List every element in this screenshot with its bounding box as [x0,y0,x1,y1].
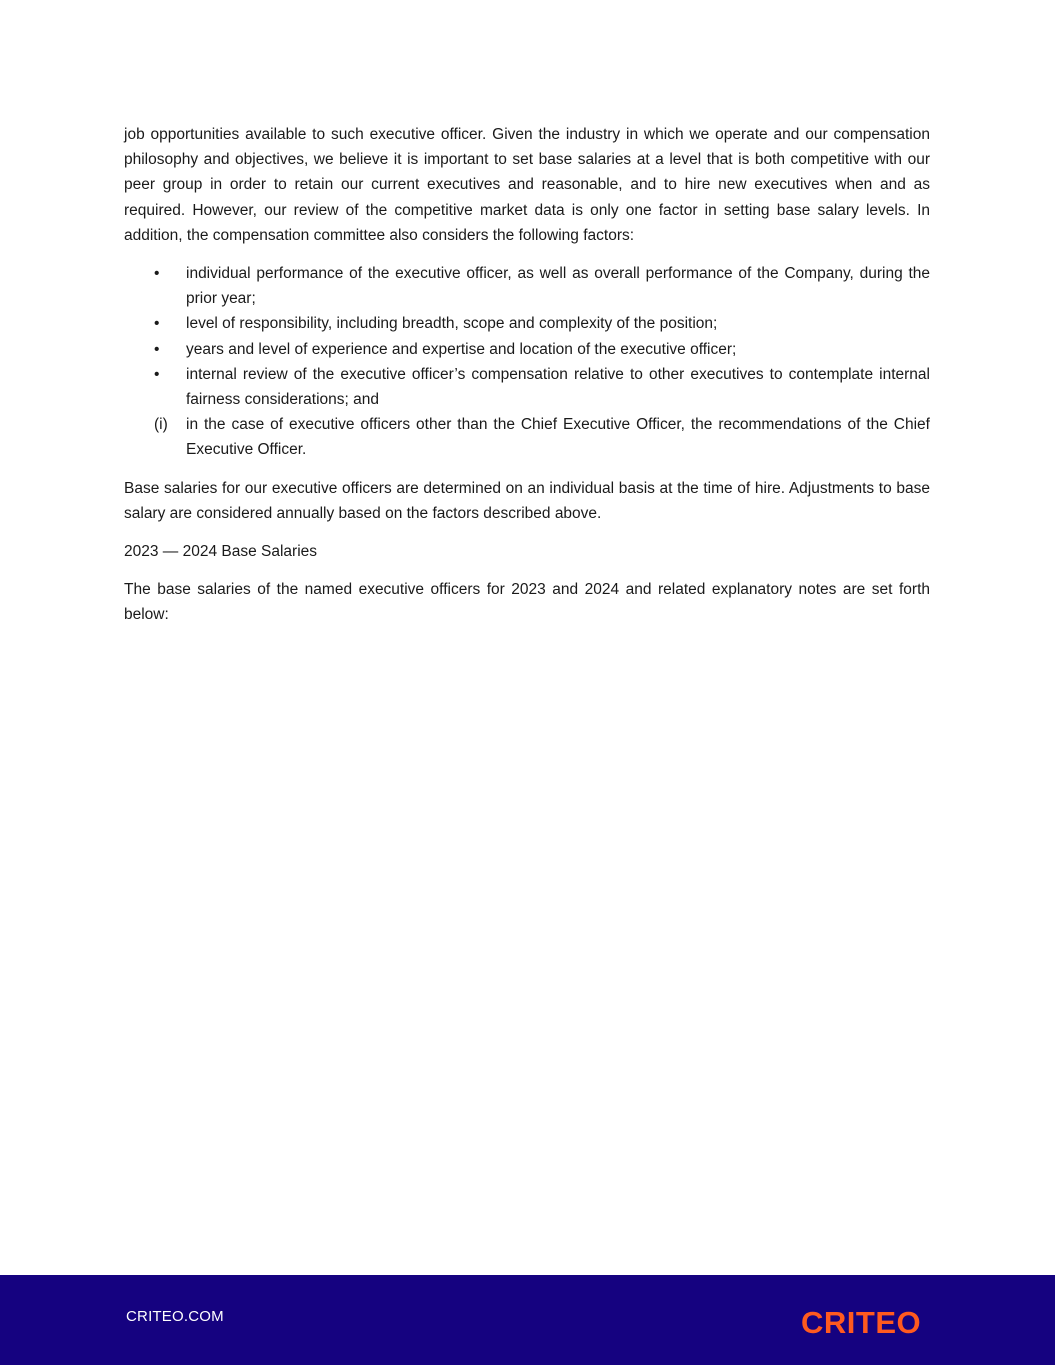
list-item [124,362,930,412]
document-body [124,122,930,628]
intro-paragraph: job opportunities available to such executive officer. Given the industry in which we operate and our compensation philosophy and objectives, we believe it is important to set base salaries at a level that is both competitive with our peer group in order to retain our current executives and reasonable, and to hire new executives when and as required. However, our review of the competitive market data is only one factor in setting base salary levels. In addition, the compensation committee also considers the following factors: [124,126,930,244]
list-item [124,311,930,336]
list-item-text: years and level of experience and expertise and location of the executive officer; [186,340,737,358]
list-item-text: level of responsibility, including breadth, scope and complexity of the position; [186,315,718,333]
closing-paragraph: The base salaries of the named executive officers for 2023 and 2024 and related explanatory notes are set forth below: [124,581,930,624]
bullet-marker: • [154,315,160,333]
roman-marker: (i) [154,416,168,434]
list-item-text: internal review of the executive officer’s compensation relative to other executives to contemplate internal fairness considerations; and [186,365,930,409]
list-item-text: individual performance of the executive officer, as well as overall performance of the Company, during the prior year; [186,265,930,308]
criteo-logo: CRITEO [801,1305,922,1340]
section-heading: 2023 — 2024 Base Salaries [124,543,318,561]
bullet-marker: • [154,340,160,358]
footer-website-link[interactable]: CRITEO.COM [126,1308,224,1325]
list-item-text: in the case of executive officers other than the Chief Executive Officer, the recommendations of the Chief Executive Officer. [186,416,930,459]
page-footer [0,1275,1055,1365]
base-salaries-paragraph: Base salaries for our executive officers are determined on an individual basis at the time of hire. Adjustments to base salary are considered annually based on the factors described above. [124,479,930,522]
bullet-marker: • [154,265,160,283]
list-item [124,337,930,362]
list-item [124,412,930,462]
factors-list [124,261,930,463]
bullet-marker: • [154,365,160,383]
list-item [124,261,930,311]
